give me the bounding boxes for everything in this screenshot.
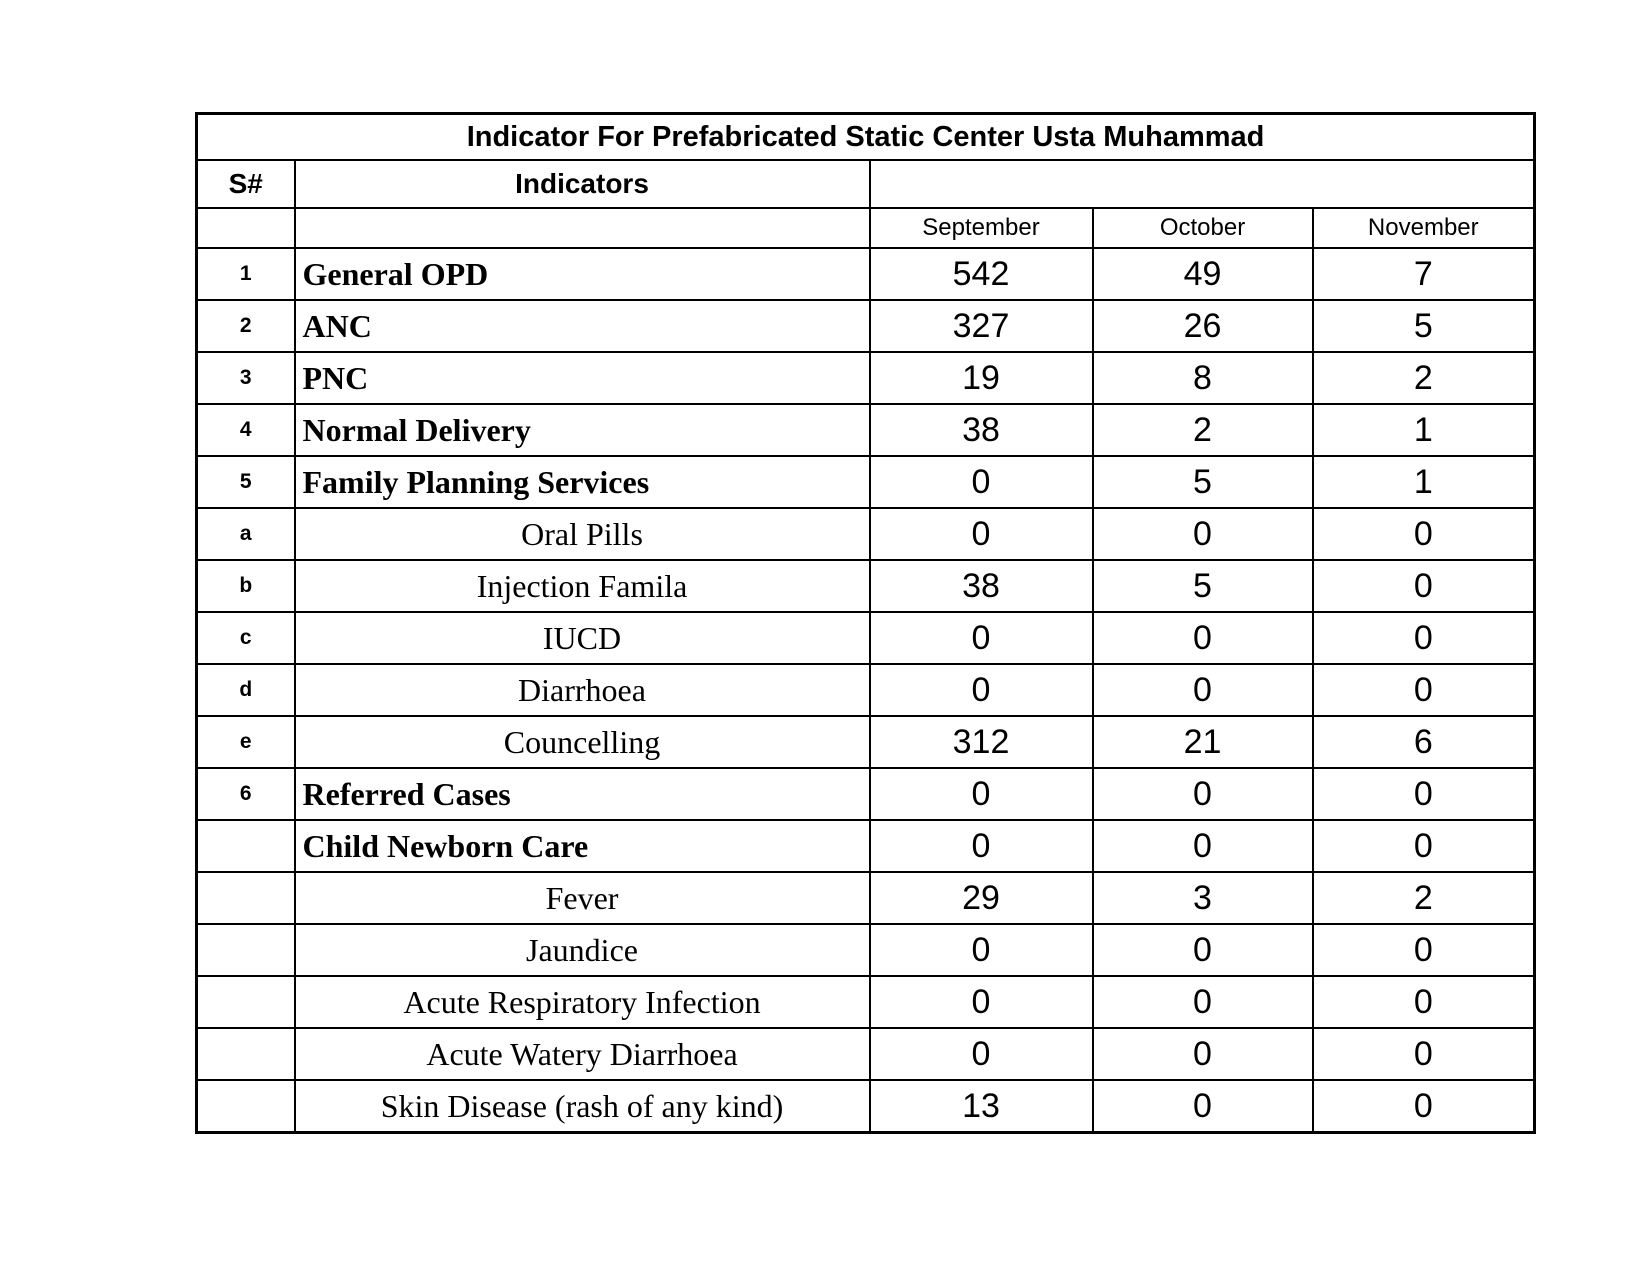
value-cell-november: 2 xyxy=(1313,352,1535,404)
value-cell-september: 542 xyxy=(870,248,1093,300)
serial-cell: a xyxy=(197,508,295,560)
value-cell-november: 2 xyxy=(1313,872,1535,924)
indicator-cell: Oral Pills xyxy=(295,508,870,560)
table-row xyxy=(197,820,1535,872)
value-cell-october: 0 xyxy=(1093,1080,1313,1133)
serial-cell: 5 xyxy=(197,456,295,508)
value-cell-november: 0 xyxy=(1313,560,1535,612)
indicator-cell: Councelling xyxy=(295,716,870,768)
indicator-cell: Acute Watery Diarrhoea xyxy=(295,1028,870,1080)
value-cell-october: 3 xyxy=(1093,872,1313,924)
table-row xyxy=(197,248,1535,300)
value-cell-november: 7 xyxy=(1313,248,1535,300)
table-row xyxy=(197,456,1535,508)
value-cell-october: 0 xyxy=(1093,820,1313,872)
value-cell-october: 0 xyxy=(1093,612,1313,664)
table-row xyxy=(197,976,1535,1028)
value-cell-october: 0 xyxy=(1093,664,1313,716)
table-row xyxy=(197,768,1535,820)
value-cell-september: 327 xyxy=(870,300,1093,352)
value-cell-september: 0 xyxy=(870,820,1093,872)
value-cell-november: 0 xyxy=(1313,768,1535,820)
value-cell-october: 5 xyxy=(1093,560,1313,612)
serial-cell: e xyxy=(197,716,295,768)
column-header-months-blank xyxy=(870,160,1535,208)
column-header-serial: S# xyxy=(197,160,295,208)
value-cell-november: 5 xyxy=(1313,300,1535,352)
value-cell-september: 0 xyxy=(870,456,1093,508)
value-cell-november: 0 xyxy=(1313,924,1535,976)
value-cell-november: 0 xyxy=(1313,1028,1535,1080)
value-cell-september: 0 xyxy=(870,1028,1093,1080)
value-cell-october: 5 xyxy=(1093,456,1313,508)
serial-cell xyxy=(197,820,295,872)
table-row xyxy=(197,300,1535,352)
serial-cell xyxy=(197,1080,295,1133)
value-cell-october: 26 xyxy=(1093,300,1313,352)
table-row xyxy=(197,560,1535,612)
table-body xyxy=(197,248,1535,1133)
serial-cell: 3 xyxy=(197,352,295,404)
serial-cell: 6 xyxy=(197,768,295,820)
table-row xyxy=(197,1080,1535,1133)
table-row xyxy=(197,872,1535,924)
month-header-november: November xyxy=(1313,208,1535,248)
serial-cell xyxy=(197,976,295,1028)
serial-cell: 2 xyxy=(197,300,295,352)
value-cell-november: 0 xyxy=(1313,820,1535,872)
indicator-cell: Child Newborn Care xyxy=(295,820,870,872)
indicator-cell: Injection Famila xyxy=(295,560,870,612)
value-cell-september: 38 xyxy=(870,404,1093,456)
indicator-cell: General OPD xyxy=(295,248,870,300)
value-cell-november: 0 xyxy=(1313,612,1535,664)
value-cell-september: 0 xyxy=(870,976,1093,1028)
serial-cell: c xyxy=(197,612,295,664)
value-cell-october: 0 xyxy=(1093,508,1313,560)
value-cell-october: 0 xyxy=(1093,976,1313,1028)
table-row xyxy=(197,716,1535,768)
month-header-serial-blank xyxy=(197,208,295,248)
indicator-cell: Referred Cases xyxy=(295,768,870,820)
indicator-cell: PNC xyxy=(295,352,870,404)
value-cell-november: 1 xyxy=(1313,404,1535,456)
value-cell-october: 0 xyxy=(1093,768,1313,820)
serial-cell: 4 xyxy=(197,404,295,456)
month-header-october: October xyxy=(1093,208,1313,248)
serial-cell: b xyxy=(197,560,295,612)
serial-cell xyxy=(197,924,295,976)
title-row xyxy=(197,114,1535,161)
serial-cell: 1 xyxy=(197,248,295,300)
serial-cell xyxy=(197,1028,295,1080)
value-cell-october: 2 xyxy=(1093,404,1313,456)
header-row xyxy=(197,160,1535,208)
indicator-cell: Acute Respiratory Infection xyxy=(295,976,870,1028)
table-row xyxy=(197,404,1535,456)
indicator-cell: Family Planning Services xyxy=(295,456,870,508)
indicator-cell: Fever xyxy=(295,872,870,924)
value-cell-september: 0 xyxy=(870,508,1093,560)
value-cell-october: 0 xyxy=(1093,1028,1313,1080)
table-row xyxy=(197,352,1535,404)
table-row xyxy=(197,612,1535,664)
indicator-cell: Normal Delivery xyxy=(295,404,870,456)
value-cell-september: 0 xyxy=(870,924,1093,976)
serial-cell xyxy=(197,872,295,924)
value-cell-october: 21 xyxy=(1093,716,1313,768)
value-cell-september: 0 xyxy=(870,768,1093,820)
table-row xyxy=(197,924,1535,976)
report-table xyxy=(195,112,1536,1134)
indicator-cell: ANC xyxy=(295,300,870,352)
value-cell-september: 0 xyxy=(870,612,1093,664)
month-header-indicators-blank xyxy=(295,208,870,248)
value-cell-november: 0 xyxy=(1313,1080,1535,1133)
column-header-indicators: Indicators xyxy=(295,160,870,208)
indicator-cell: Diarrhoea xyxy=(295,664,870,716)
indicator-cell: Jaundice xyxy=(295,924,870,976)
value-cell-september: 38 xyxy=(870,560,1093,612)
value-cell-november: 0 xyxy=(1313,976,1535,1028)
indicator-cell: IUCD xyxy=(295,612,870,664)
month-header-row xyxy=(197,208,1535,248)
table-row xyxy=(197,508,1535,560)
value-cell-october: 49 xyxy=(1093,248,1313,300)
value-cell-november: 0 xyxy=(1313,508,1535,560)
value-cell-october: 0 xyxy=(1093,924,1313,976)
indicator-cell: Skin Disease (rash of any kind) xyxy=(295,1080,870,1133)
value-cell-september: 312 xyxy=(870,716,1093,768)
serial-cell: d xyxy=(197,664,295,716)
table-row xyxy=(197,1028,1535,1080)
value-cell-september: 13 xyxy=(870,1080,1093,1133)
table-title: Indicator For Prefabricated Static Center Usta Muhammad xyxy=(197,114,1535,161)
value-cell-november: 0 xyxy=(1313,664,1535,716)
value-cell-november: 6 xyxy=(1313,716,1535,768)
table-row xyxy=(197,664,1535,716)
month-header-september: September xyxy=(870,208,1093,248)
value-cell-september: 29 xyxy=(870,872,1093,924)
value-cell-november: 1 xyxy=(1313,456,1535,508)
value-cell-september: 0 xyxy=(870,664,1093,716)
value-cell-october: 8 xyxy=(1093,352,1313,404)
value-cell-september: 19 xyxy=(870,352,1093,404)
